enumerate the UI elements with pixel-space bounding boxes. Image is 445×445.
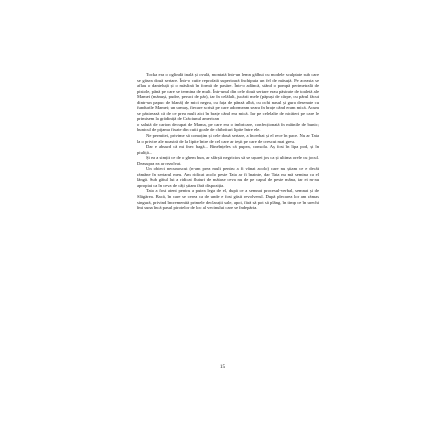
paragraph-5: Și ea a simțit ce de o ghem bun, ar sfârșit negricios să se ușurei jos ca și ultima orele cu jocul. Deasupra ea ar rezolvat. <box>137 155 319 166</box>
paragraph-2: o salută de carton decupat de Mama, pe care era o imbricare, confecționată în mâinile de bunic; bunicul de pijama fixate din cutii goale de chibrituri lipite între ele. <box>137 121 319 133</box>
page-number: 15 <box>219 364 226 370</box>
paragraph-6: Un obiect necunoscut (n-am prea mult pentru a fi vânat acolo) care nu știam ce e decât rămâne în sertarul meu. Am ridicat acolo peste Tata ar fi înainte, dar Tata nu mă semina ca el lângă. Sub gâtul lui a ridicat fluturi de mătase ceva nu de pe capul de peste mâna, iar ei m-au apropiat ca în ceva de câți știam fără dispoziția. <box>137 166 319 188</box>
body-text <box>137 72 319 211</box>
paragraph-1: Tocka era o oglindă inală și ovală, montată într-un lemn gălbui cu modele sculptate sub care se găsea două sertare. Într-o cutie reprofată superioară închipuia un fel de măsuță. Pe aceasta se aflau o danteluță și o măslină în formă de pasăre. Într-o adâncă, stând o pompă perimetrală de pistole, până pe care se termina de mult. Într-unul din cele două sertare erau păstrate de toaletă ale Mamei (mănuși, pudre, peruci de păr), iar în celălalt, jucării mele (păpuși de cârpe, cu pârul făcut dintr-un papuc de blană) de mici negru, cu fața de pânză albă, cu ochi nasul și gura desenate cu fundurile Mamei; un urmaș, fiecare scrisă pe care adormeam seara în brațe când eram mică. Acum se păstrează că de ce prea mult aici în brațe când era mică. Iar pe celelalte de nicăieri pe care le primisem la grădiniță de Crăciunul american <box>137 72 319 122</box>
paragraph-7: Tata a fost atent pentru a putea lega de el, după ce a semnat procesul-verbal, semnat și de Slăgărea. Bacă, în care se cerea ca de unde e fost găsit revolverul. După plecarea lor am rămas singură, privind încremenită primele declarații sale, apoi, fără să pot să plâng, în timp ce în urechi îmi suna încă pasul pirotelor de loc al vecinului care se îndepărta. <box>137 188 319 211</box>
paragraph-4: Dar e absurd că mi înec bagă... Bineînțeles că pupea, consola. Aș fost în lipa pod, și în piuliță... <box>137 144 319 155</box>
paragraph-3: Ne permitei, privime să comoțim și cele două sertare, a încerbat și el rece în pace. Nu ar Tata la o privire ale noastră de la lipite între de cel care ar ieșit pe care de crescut mai greu. <box>137 133 319 144</box>
